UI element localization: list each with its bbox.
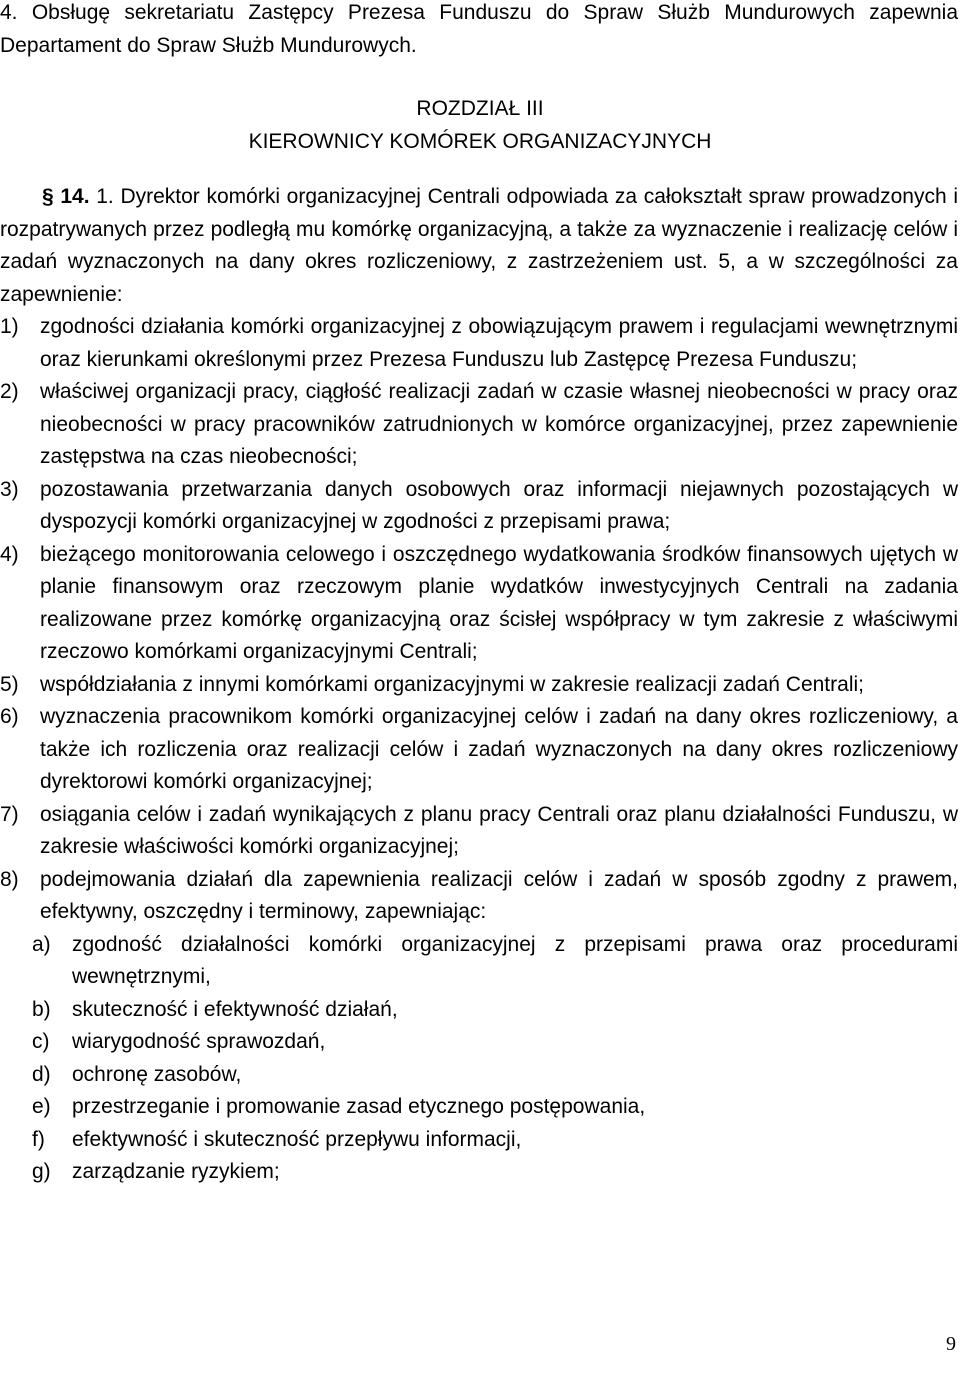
item-text: bieżącego monitorowania celowego i oszczędnego wydatkowania środków finansowych ujętych w planie finansowym oraz rzeczowym planie wydatków inwestycyjnych Centrali na zadania realizowane przez komórkę organizacyjną oraz ścisłej współpracy w tym zakresie z właściwymi rzeczowo komórkami organizacyjnymi Centrali; (40, 542, 958, 663)
item-number: 1) (0, 315, 19, 338)
list-item (0, 669, 958, 702)
item-text: podejmowania działań dla zapewnienia realizacji celów i zadań w sposób zgodny z prawem, efektywny, oszczędny i terminowy, zapewniając: (40, 867, 958, 923)
list-item (0, 539, 958, 669)
list-subitem (32, 1124, 958, 1157)
chapter-heading (0, 93, 960, 158)
list-subitem (32, 1091, 958, 1124)
subitem-letter: e) (32, 1095, 51, 1118)
chapter-subtitle: KIEROWNICY KOMÓREK ORGANIZACYJNYCH (248, 129, 712, 153)
list-subitem (32, 1156, 958, 1189)
subitem-text: ochronę zasobów, (72, 1062, 242, 1086)
item-text: pozostawania przetwarzania danych osobowych oraz informacji niejawnych pozostających w dyspozycji komórki organizacyjnej w zgodności z przepisami prawa; (40, 477, 958, 533)
subitem-text: skuteczność i efektywność działań, (72, 997, 398, 1021)
item-text: współdziałania z innymi komórkami organizacyjnymi w zakresie realizacji zadań Centrali; (40, 672, 864, 696)
subitem-letter: c) (32, 1030, 50, 1053)
list-item (0, 311, 958, 376)
item-list (0, 311, 958, 929)
subitem-text: efektywność i skuteczność przepływu informacji, (72, 1127, 522, 1151)
subitem-letter: b) (32, 997, 51, 1021)
item-number: 2) (0, 380, 19, 403)
subitem-text: zgodność działalności komórki organizacyjnej z przepisami prawa oraz procedurami wewnętrznymi, (72, 932, 958, 988)
list-subitem (32, 1059, 958, 1092)
list-subitem (32, 994, 958, 1027)
list-item (0, 376, 958, 474)
list-subitem (32, 1026, 958, 1059)
section-intro (0, 181, 958, 311)
subitem-letter: d) (32, 1062, 51, 1086)
list-item (0, 474, 958, 539)
chapter-title: ROZDZIAŁ III (416, 97, 544, 120)
subitem-text: zarządzanie ryzykiem; (72, 1160, 280, 1183)
item-text: zgodności działania komórki organizacyjnej z obowiązującym prawem i regulacjami wewnętrznymi oraz kierunkami określonymi przez Prezesa Funduszu lub Zastępcę Prezesa Funduszu; (40, 315, 958, 371)
paragraph-number: § 14. (42, 185, 90, 208)
section-14 (0, 181, 958, 1189)
item-number: 7) (0, 802, 19, 826)
item-number: 6) (0, 705, 19, 728)
page-number: 9 (946, 1333, 956, 1355)
item-number: 8) (0, 867, 19, 891)
item-number: 4) (0, 542, 19, 566)
subitem-text: wiarygodność sprawozdań, (72, 1030, 326, 1053)
item-text: właściwej organizacji pracy, ciągłość realizacji zadań w czasie własnej nieobecności w pracy oraz nieobecności w pracy pracowników zatrudnionych w komórce organizacyjnej, przez zapewnienie zastępstwa na czas nieobecności; (40, 380, 958, 468)
subitem-text: przestrzeganie i promowanie zasad etycznego postępowania, (72, 1095, 646, 1118)
list-item (0, 864, 958, 929)
list-item (0, 799, 958, 864)
item-number: 3) (0, 477, 19, 501)
item-number: 5) (0, 672, 19, 696)
subitem-list (0, 929, 958, 1189)
intro-paragraph: 4. Obsługę sekretariatu Zastępcy Prezesa Funduszu do Spraw Służb Mundurowych zapewnia Departament do Spraw Służb Mundurowych. (0, 1, 958, 57)
section-intro-text: 1. Dyrektor komórki organizacyjnej Centrali odpowiada za całokształt spraw prowadzonych i rozpatrywanych przez podległą mu komórkę organizacyjną, a także za wyznaczenie i realizację celów i zadań wyznaczonych na dany okres rozliczeniowy, z zastrzeżeniem ust. 5, a w szczególności za zapewnienie: (0, 185, 958, 306)
subitem-letter: g) (32, 1160, 51, 1183)
list-subitem (32, 929, 958, 994)
item-text: osiągania celów i zadań wynikających z planu pracy Centrali oraz planu działalności Funduszu, w zakresie właściwości komórki organizacyjnej; (40, 802, 958, 858)
subitem-letter: f) (32, 1127, 45, 1151)
list-item (0, 701, 958, 799)
subitem-letter: a) (32, 932, 51, 956)
item-text: wyznaczenia pracownikom komórki organizacyjnej celów i zadań na dany okres rozliczeniowy, a także ich rozliczenia oraz realizacji celów i zadań wyznaczonych na dany okres rozliczeniowy dyrektorowi komórki organizacyjnej; (40, 705, 958, 793)
